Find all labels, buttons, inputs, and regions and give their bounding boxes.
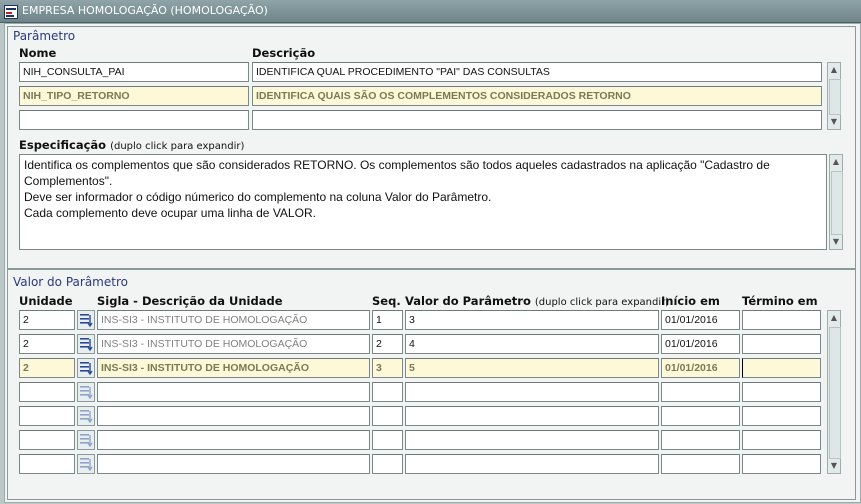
sigla-field[interactable] <box>97 382 370 402</box>
seq-field[interactable]: 3 <box>372 358 403 378</box>
spec-line: Cada complemento deve ocupar uma linha de VALOR. <box>24 206 316 220</box>
seq-field[interactable] <box>372 406 403 426</box>
valor-field[interactable]: 3 <box>405 310 659 330</box>
scroll-down-icon[interactable]: ▼ <box>832 237 840 246</box>
scroll-thumb[interactable] <box>829 327 841 459</box>
especificacao-scrollbar[interactable] <box>829 154 843 250</box>
descricao-column-header: Descrição <box>252 46 316 60</box>
parametro-nome-field[interactable] <box>19 110 249 130</box>
unidade-field[interactable] <box>19 382 75 402</box>
form-canvas <box>4 23 861 503</box>
inicio-field[interactable] <box>661 382 740 402</box>
inicio-field[interactable] <box>661 406 740 426</box>
valor-field[interactable]: 4 <box>405 334 659 354</box>
sigla-field[interactable] <box>97 454 370 474</box>
seq-column-header: Seq. <box>372 294 401 308</box>
unidade-field[interactable] <box>19 406 75 426</box>
seq-field[interactable] <box>372 382 403 402</box>
valor-field[interactable]: 5 <box>405 358 659 378</box>
lov-list-icon[interactable] <box>77 334 95 354</box>
scroll-up-icon[interactable]: ▲ <box>830 65 838 74</box>
parametro-descricao-field[interactable]: IDENTIFICA QUAL PROCEDIMENTO "PAI" DAS CONSULTAS <box>252 62 822 82</box>
unidade-column-header: Unidade <box>19 294 73 308</box>
scroll-up-icon[interactable]: ▲ <box>832 157 840 166</box>
parametro-descricao-field[interactable] <box>252 110 822 130</box>
termino-column-header: Término em <box>742 294 818 308</box>
termino-field[interactable] <box>742 406 821 426</box>
valor-field[interactable] <box>405 382 659 402</box>
inicio-field[interactable]: 01/01/2016 <box>661 334 740 354</box>
lov-list-icon[interactable] <box>77 454 95 474</box>
inicio-field[interactable]: 01/01/2016 <box>661 310 740 330</box>
termino-field[interactable] <box>742 358 821 378</box>
lov-list-icon[interactable] <box>77 382 95 402</box>
parametro-descricao-field[interactable]: IDENTIFICA QUAIS SÃO OS COMPLEMENTOS CONSIDERADOS RETORNO <box>252 86 822 106</box>
especificacao-textarea[interactable] <box>19 154 827 250</box>
unidade-field[interactable]: 2 <box>19 358 75 378</box>
sigla-field[interactable]: INS-SI3 - INSTITUTO DE HOMOLOGAÇÃO <box>97 358 370 378</box>
sigla-field[interactable]: INS-SI3 - INSTITUTO DE HOMOLOGAÇÃO <box>97 310 370 330</box>
valor-section-title: Valor do Parâmetro <box>13 275 128 289</box>
seq-field[interactable] <box>372 454 403 474</box>
valor-scrollbar[interactable] <box>827 310 841 474</box>
valor-column-hint: (duplo click para expandir) <box>534 297 670 308</box>
scroll-down-icon[interactable]: ▼ <box>830 117 838 126</box>
parametro-section-title: Parâmetro <box>13 29 76 43</box>
app-icon <box>4 4 18 18</box>
spec-line: Deve ser informador o código númerico do complemento na coluna Valor do Parâmetro. <box>24 190 492 204</box>
sigla-column-header: Sigla - Descrição da Unidade <box>97 294 283 308</box>
termino-field[interactable] <box>742 310 821 330</box>
valor-field[interactable] <box>405 430 659 450</box>
spec-line: Identifica os complementos que são considerados RETORNO. Os complementos são todos aqueles cadastrados na aplicação "Cadastro de <box>24 158 770 172</box>
valor-column-header <box>405 294 669 308</box>
termino-field[interactable] <box>742 454 821 474</box>
parametro-nome-field[interactable]: NIH_CONSULTA_PAI <box>19 62 249 82</box>
scroll-thumb[interactable] <box>831 171 843 235</box>
unidade-field[interactable]: 2 <box>19 334 75 354</box>
window-titlebar <box>0 0 861 23</box>
lov-list-icon[interactable] <box>77 310 95 330</box>
lov-list-icon[interactable] <box>77 430 95 450</box>
especificacao-label <box>19 138 244 152</box>
seq-field[interactable] <box>372 430 403 450</box>
valor-field[interactable] <box>405 454 659 474</box>
unidade-field[interactable] <box>19 454 75 474</box>
lov-list-icon[interactable] <box>77 358 95 378</box>
scroll-thumb[interactable] <box>829 79 841 115</box>
parametro-nome-field[interactable]: NIH_TIPO_RETORNO <box>19 86 249 106</box>
sigla-field[interactable] <box>97 430 370 450</box>
inicio-field[interactable] <box>661 430 740 450</box>
lov-list-icon[interactable] <box>77 406 95 426</box>
termino-field[interactable] <box>742 334 821 354</box>
spec-line: Complementos". <box>24 174 113 188</box>
seq-field[interactable]: 2 <box>372 334 403 354</box>
seq-field[interactable]: 1 <box>372 310 403 330</box>
inicio-column-header: Início em <box>661 294 720 308</box>
window-title: EMPRESA HOMOLOGAÇÃO (HOMOLOGAÇÃO) <box>22 4 268 17</box>
valor-field[interactable] <box>405 406 659 426</box>
especificacao-label-text: Especificação <box>19 138 107 152</box>
valor-column-header-text: Valor do Parâmetro <box>405 294 531 308</box>
inicio-field[interactable] <box>661 454 740 474</box>
nome-column-header: Nome <box>19 46 57 60</box>
sigla-field[interactable] <box>97 406 370 426</box>
sigla-field[interactable]: INS-SI3 - INSTITUTO DE HOMOLOGAÇÃO <box>97 334 370 354</box>
termino-field[interactable] <box>742 430 821 450</box>
unidade-field[interactable] <box>19 430 75 450</box>
especificacao-hint: (duplo click para expandir) <box>110 141 245 152</box>
scroll-up-icon[interactable]: ▲ <box>830 313 838 322</box>
scroll-down-icon[interactable]: ▼ <box>830 461 838 470</box>
parametro-scrollbar[interactable] <box>827 62 841 130</box>
inicio-field[interactable]: 01/01/2016 <box>661 358 740 378</box>
termino-field[interactable] <box>742 382 821 402</box>
unidade-field[interactable]: 2 <box>19 310 75 330</box>
